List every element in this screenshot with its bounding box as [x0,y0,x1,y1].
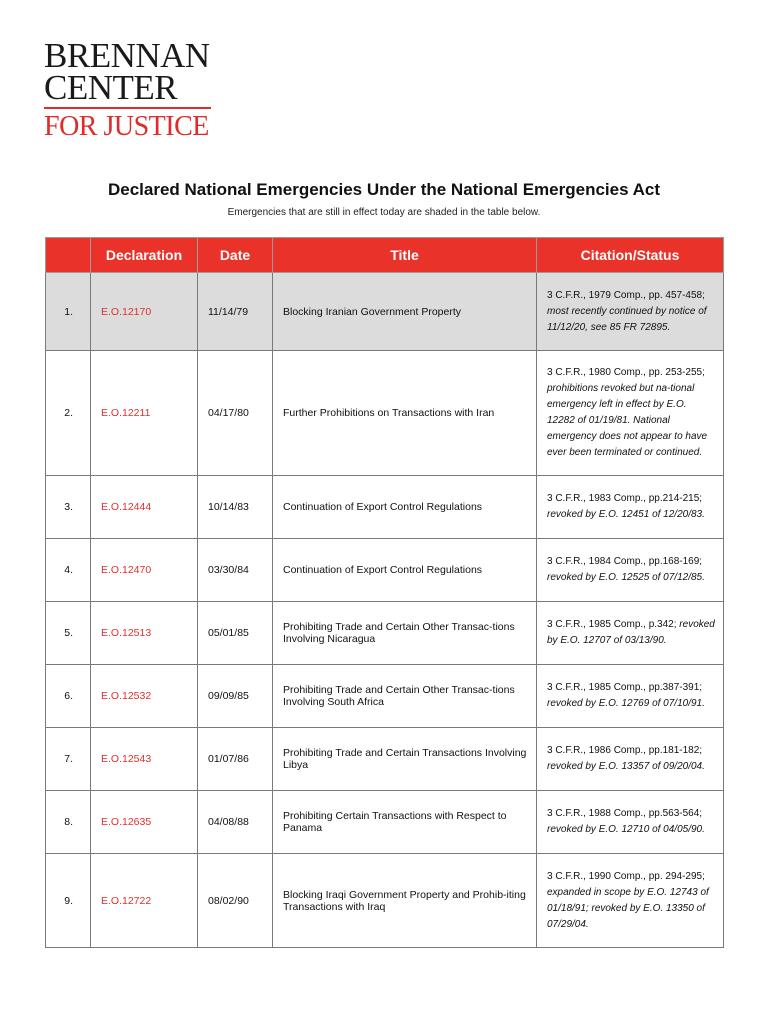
row-citation-status [537,854,724,948]
citation-text: 3 C.F.R., 1983 Comp., pp.214-215; [547,493,703,504]
table-row [46,539,724,602]
row-title: Further Prohibitions on Transactions with Iran [273,351,537,476]
header-number [46,238,91,273]
logo-line-brennan: BRENNAN [44,36,210,75]
logo-divider [44,107,211,109]
row-date: 04/17/80 [198,351,273,476]
header-declaration: Declaration [91,238,198,273]
status-text: revoked by E.O. 12451 of 12/20/83. [547,509,705,520]
row-citation-status [537,791,724,854]
row-citation-status [537,539,724,602]
citation-text: 3 C.F.R., 1986 Comp., pp.181-182; [547,745,703,756]
logo-line-for-justice: FOR JUSTICE [44,111,209,142]
row-citation-status [537,476,724,539]
table-row [46,854,724,948]
row-number: 9. [46,854,91,948]
row-number: 7. [46,728,91,791]
row-title: Continuation of Export Control Regulations [273,539,537,602]
row-title: Prohibiting Certain Transactions with Respect to Panama [273,791,537,854]
page-subtitle: Emergencies that are still in effect today are shaded in the table below. [227,207,541,218]
status-text: revoked by E.O. 12710 of 04/05/90. [547,824,705,835]
status-text: prohibitions revoked but na-tional emergency left in effect by E.O. 12282 of 01/19/81. National emergency does not appear to have ever been terminated or continued. [547,383,708,458]
declaration-link[interactable]: E.O.12635 [91,791,198,854]
row-date: 10/14/83 [198,476,273,539]
row-title: Continuation of Export Control Regulations [273,476,537,539]
table-row [46,476,724,539]
declaration-link[interactable]: E.O.12722 [91,854,198,948]
table-row [46,351,724,476]
declaration-link[interactable]: E.O.12532 [91,665,198,728]
status-text: revoked by E.O. 12525 of 07/12/85. [547,572,705,583]
row-date: 08/02/90 [198,854,273,948]
row-number: 6. [46,665,91,728]
row-citation-status [537,728,724,791]
table-header-row [46,238,724,273]
status-text: revoked by E.O. 12769 of 07/10/91. [547,698,705,709]
status-text: expanded in scope by E.O. 12743 of 01/18/91; revoked by E.O. 13350 of 07/29/04. [547,886,709,930]
row-title: Prohibiting Trade and Certain Other Transac-tions Involving South Africa [273,665,537,728]
citation-text: 3 C.F.R., 1990 Comp., pp. 294-295; [547,870,705,882]
row-title: Prohibiting Trade and Certain Transactions Involving Libya [273,728,537,791]
row-title: Blocking Iraqi Government Property and Prohib-iting Transactions with Iraq [273,854,537,948]
citation-text: 3 C.F.R., 1988 Comp., pp.563-564; [547,808,703,819]
row-number: 8. [46,791,91,854]
table-row [46,602,724,665]
row-date: 04/08/88 [198,791,273,854]
row-citation-status [537,351,724,476]
logo-line-center: CENTER [44,68,178,107]
status-text: most recently continued by notice of 11/12/20, see 85 FR 72895. [547,305,707,333]
citation-text: 3 C.F.R., 1985 Comp., pp.387-391; [547,682,703,693]
header-date: Date [198,238,273,273]
brennan-center-logo [44,36,211,142]
citation-text: 3 C.F.R., 1984 Comp., pp.168-169; [547,556,703,567]
status-text: revoked by E.O. 13357 of 09/20/04. [547,761,705,772]
header-title: Title [273,238,537,273]
declaration-link[interactable]: E.O.12211 [91,351,198,476]
row-number: 2. [46,351,91,476]
row-citation-status [537,273,724,351]
table-row [46,273,724,351]
table-row [46,665,724,728]
page-title: Declared National Emergencies Under the National Emergencies Act [107,180,661,199]
citation-text: 3 C.F.R., 1985 Comp., p.342; [547,619,677,630]
header-citation-status: Citation/Status [537,238,724,273]
citation-text: 3 C.F.R., 1980 Comp., pp. 253-255; [547,367,705,378]
declaration-link[interactable]: E.O.12513 [91,602,198,665]
emergencies-table [45,237,724,948]
declaration-link[interactable]: E.O.12470 [91,539,198,602]
row-date: 11/14/79 [198,273,273,351]
row-title: Blocking Iranian Government Property [273,273,537,351]
declaration-link[interactable]: E.O.12170 [91,273,198,351]
row-number: 4. [46,539,91,602]
row-date: 03/30/84 [198,539,273,602]
declaration-link[interactable]: E.O.12444 [91,476,198,539]
row-title: Prohibiting Trade and Certain Other Transac-tions Involving Nicaragua [273,602,537,665]
table-row [46,791,724,854]
row-citation-status [537,602,724,665]
row-date: 01/07/86 [198,728,273,791]
table-row [46,728,724,791]
row-number: 5. [46,602,91,665]
row-date: 09/09/85 [198,665,273,728]
row-date: 05/01/85 [198,602,273,665]
row-number: 3. [46,476,91,539]
status-text: revoked by E.O. 12707 of 03/13/90. [547,619,715,646]
citation-text: 3 C.F.R., 1979 Comp., pp. 457-458; [547,289,705,301]
row-citation-status [537,665,724,728]
row-number: 1. [46,273,91,351]
declaration-link[interactable]: E.O.12543 [91,728,198,791]
